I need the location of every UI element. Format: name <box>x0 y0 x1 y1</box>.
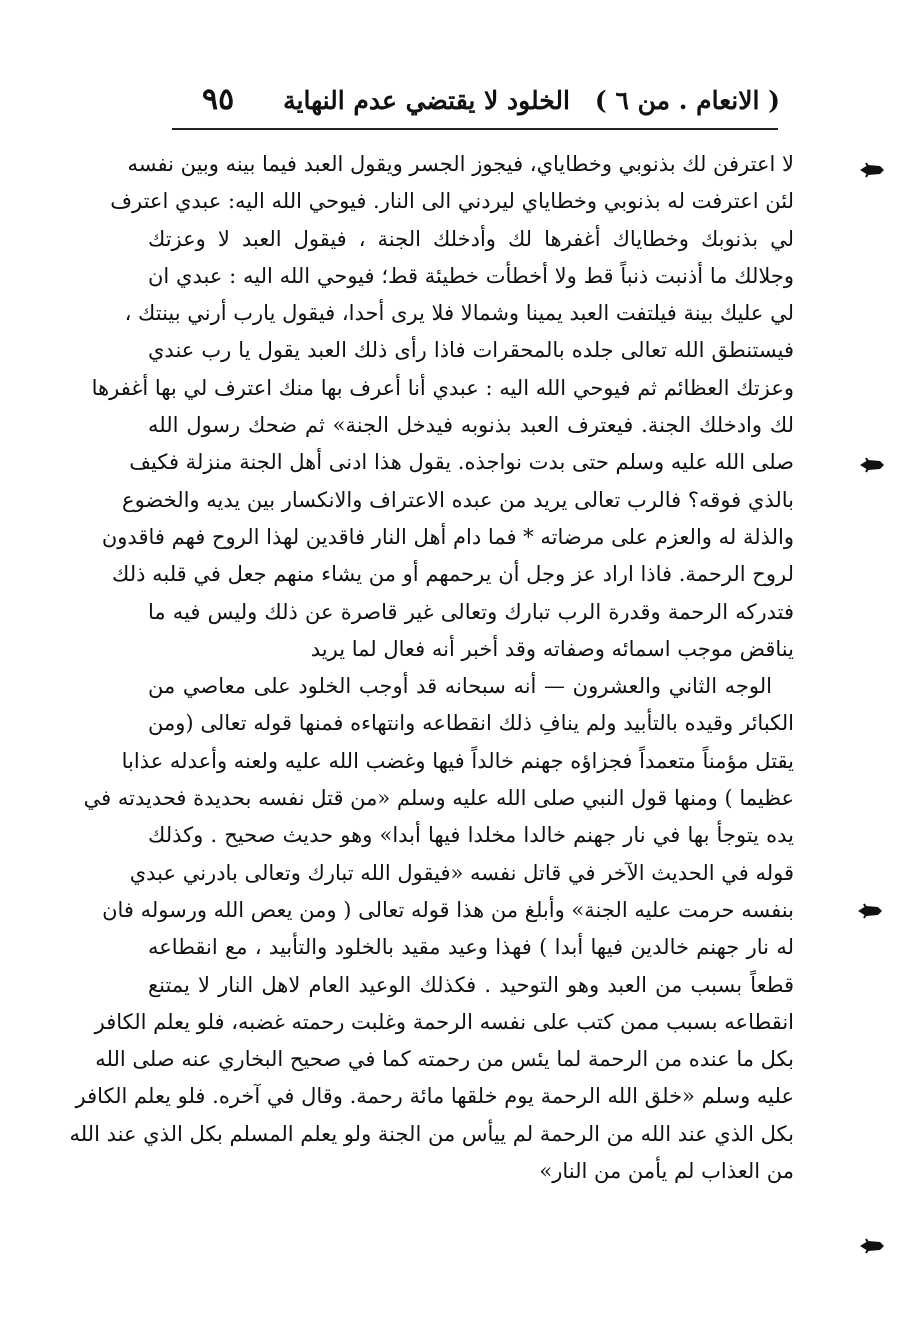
pointing-hand-icon <box>858 162 886 178</box>
text-line: قوله في الحديث الآخر في قاتل نفسه «فيقول الله تبارك وتعالى بادرني عبدي <box>129 860 794 885</box>
text-line: بكل ما عنده من الرحمة لما يئس من رحمته كما في صحيح البخاري عنه صلى الله <box>95 1047 794 1072</box>
text-line: لي عليك بينة فيلتفت العبد يمينا وشمالا فلا يرى أحدا، فيقول يارب أرني بينتك ، <box>124 301 794 326</box>
text-line: من العذاب لم يأمن من النار» <box>539 1159 794 1184</box>
paragraph-2 <box>69 668 794 1190</box>
header-topic: الخلود لا يقتضي عدم النهاية <box>283 86 570 115</box>
page-number: ٩٥ <box>202 82 235 117</box>
text-line: عظيما ) ومنها قول النبي صلى الله عليه وسلم «من قتل نفسه بحديدة فحديدته في <box>83 786 794 811</box>
text-line: الكبائر وقيده بالتأبيد ولم ينافِ ذلك انقطاعه وانتهاءه فمنها قوله تعالى (ومن <box>148 711 794 736</box>
text-line: بنفسه حرمت عليه الجنة» وأبلغ من هذا قوله تعالى ( ومن يعص الله ورسوله فان <box>102 897 794 922</box>
text-line: لا اعترفن لك بذنوبي وخطاياي، فيجوز الجسر ويقول العبد فيما بينه وبين نفسه <box>127 152 794 176</box>
paragraph-1 <box>91 146 794 668</box>
text-line: الوجه الثاني والعشرون — أنه سبحانه قد أوجب الخلود على معاصي من <box>148 674 772 699</box>
text-line: لي بذنوبك وخطاياك أغفرها لك وأدخلك الجنة ، فيقول العبد لا وعزتك <box>148 226 794 251</box>
text-line: انقطاعه بسبب ممن كتب على نفسه الرحمة وغلبت رحمته غضبه، فلو يعلم الكافر <box>94 1009 794 1034</box>
text-line: عليه وسلم «خلق الله الرحمة يوم خلقها مائة رحمة. وقال في آخره. فلو يعلم الكافر <box>75 1084 794 1109</box>
text-line: له نار جهنم خالدين فيها أبدا ) فهذا وعيد مقيد بالخلود والتأبيد ، مع انقطاعه <box>148 935 794 960</box>
text-line: لك وادخلك الجنة. فيعترف العبد بذنوبه فيدخل الجنة» ثم ضحك رسول الله <box>148 413 794 438</box>
header-rule <box>172 128 778 130</box>
text-line: يده يتوجأ بها في نار جهنم خالدا مخلدا فيها أبدا» وهو حديث صحيح . وكذلك <box>148 823 794 848</box>
text-line: بكل الذي عند الله من الرحمة لم ييأس من الجنة ولو يعلم المسلم بكل الذي عند الله <box>69 1121 794 1146</box>
text-line: لروح الرحمة. فاذا اراد عز وجل أن يرحمهم أو من يشاء منهم جعل في قلبه ذلك <box>112 562 794 587</box>
text-line: فتدركه الرحمة وقدرة الرب تبارك وتعالى غير قاصرة عن ذلك وليس فيه ما <box>148 599 794 624</box>
text-line: بالذي فوقه؟ فالرب تعالى يريد من عبده الاعتراف والانكسار بين يديه والخضوع <box>122 487 794 512</box>
text-line: وعزتك العظائم ثم فيوحي الله اليه : عبدي أنا أعرف بها منك اعترف لي بها أغفرها <box>91 375 794 400</box>
text-line: قطعاً بسبب من العبد وهو التوحيد . فكذلك الوعيد العام لاهل النار لا يمتنع <box>148 972 794 997</box>
pointing-hand-icon <box>858 1238 886 1254</box>
text-line: والذلة له والعزم على مرضاته * فما دام أهل النار فاقدين لهذا الروح فهم فاقدون <box>101 524 794 549</box>
text-line: يقتل مؤمناً متعمداً فجزاؤه جهنم خالداً فيها وغضب الله عليه ولعنه وأعدله عذابا <box>121 748 794 773</box>
surah-reference: ( الانعام . من ٦ ) <box>594 86 780 115</box>
text-line: صلى الله عليه وسلم حتى بدت نواجذه. يقول هذا ادنى أهل الجنة منزلة فكيف <box>129 450 794 475</box>
text-line: يناقض موجب اسمائه وصفاته وقد أخبر أنه فعال لما يريد <box>310 636 794 661</box>
running-header <box>170 84 780 128</box>
text-line: فيستنطق الله تعالى جلده بالمحقرات فاذا رأى ذلك العبد يقول يا رب عندي <box>148 338 794 363</box>
pointing-hand-icon <box>856 903 884 919</box>
pointing-hand-icon <box>858 457 886 473</box>
body-text <box>69 146 794 1190</box>
text-line: وجلالك ما أذنبت ذنباً قط ولا أخطأت خطيئة قط؛ فيوحي الله اليه : عبدي ان <box>148 263 794 288</box>
text-line: لئن اعترفت له بذنوبي وخطاياي ليردني الى النار. فيوحي الله اليه: عبدي اعترف <box>110 189 794 214</box>
